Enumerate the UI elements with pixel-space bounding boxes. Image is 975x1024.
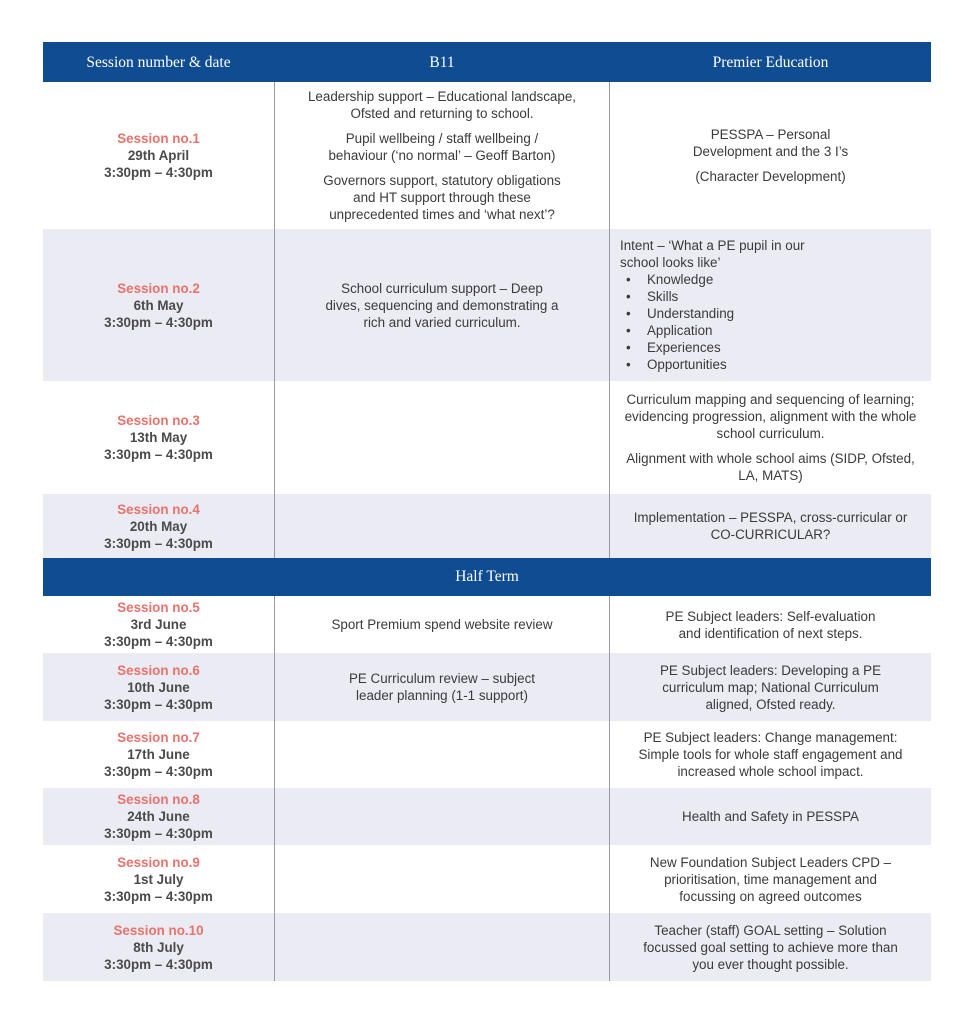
session-label: Session no.8 <box>117 792 200 807</box>
b11-cell <box>274 653 610 721</box>
b11-text: PE Curriculum review – subject leader planning (1-1 support) <box>348 671 536 703</box>
b11-text: Sport Premium spend website review <box>331 617 553 632</box>
table-row <box>43 82 931 229</box>
table-row <box>43 788 931 845</box>
premier-cell <box>610 596 931 653</box>
header-premier-education: Premier Education <box>712 53 829 71</box>
session-label: Session no.5 <box>117 600 200 615</box>
session-time: 3:30pm – 4:30pm <box>104 826 213 841</box>
session-time: 3:30pm – 4:30pm <box>104 956 213 972</box>
premier-text: New Foundation Subject Leaders CPD – prioritisation, time management and focussing on agreed outcomes <box>649 854 892 904</box>
session-label: Session no.6 <box>117 662 200 678</box>
list-item: • Application <box>626 323 713 338</box>
premier-text: Curriculum mapping and sequencing of learning; evidencing progression, alignment with the whole school curriculum. <box>624 392 917 441</box>
premier-cell <box>610 229 931 381</box>
half-term-banner: Half Term <box>43 558 931 596</box>
session-time: 3:30pm – 4:30pm <box>104 314 213 330</box>
session-cell <box>43 82 274 229</box>
premier-text: PE Subject leaders: Change management: Simple tools for whole staff engagement and increased whole school impact. <box>638 730 903 779</box>
session-time: 3:30pm – 4:30pm <box>104 535 213 551</box>
session-time: 3:30pm – 4:30pm <box>104 634 213 649</box>
session-label: Session no.2 <box>117 280 200 296</box>
session-label: Session no.9 <box>117 854 200 870</box>
table-row <box>43 229 931 381</box>
session-date: 10th June <box>127 679 190 695</box>
list-item: • Opportunities <box>626 357 727 372</box>
session-date: 1st July <box>133 871 184 887</box>
session-cell <box>43 229 274 381</box>
table-row <box>43 494 931 558</box>
session-label: Session no.4 <box>117 501 200 517</box>
b11-cell <box>274 381 610 494</box>
table-row <box>43 596 931 653</box>
session-date: 24th June <box>127 809 190 824</box>
session-date: 8th July <box>133 939 184 955</box>
table-row <box>43 721 931 788</box>
premier-cell <box>610 845 931 913</box>
b11-cell <box>274 721 610 788</box>
session-cell <box>43 845 274 913</box>
premier-text: Teacher (staff) GOAL setting – Solution focussed goal setting to achieve more than you ever thought possible. <box>643 922 898 972</box>
b11-cell <box>274 229 610 381</box>
list-item: • Experiences <box>626 340 721 355</box>
session-cell <box>43 381 274 494</box>
session-label: Session no.7 <box>117 730 200 745</box>
list-item: • Skills <box>626 289 679 304</box>
b11-text: Pupil wellbeing / staff wellbeing / behaviour (‘no normal’ – Geoff Barton) <box>328 131 556 163</box>
premier-cell <box>610 721 931 788</box>
session-time: 3:30pm – 4:30pm <box>104 888 213 904</box>
b11-text: Leadership support – Educational landscape, Ofsted and returning to school. <box>307 89 576 121</box>
b11-cell <box>274 494 610 558</box>
b11-cell <box>274 596 610 653</box>
premier-cell <box>610 913 931 981</box>
session-cell <box>43 494 274 558</box>
premier-cell <box>610 82 931 229</box>
header-session-date: Session number & date <box>86 53 231 71</box>
session-time: 3:30pm – 4:30pm <box>104 764 213 779</box>
premier-cell <box>610 381 931 494</box>
session-date: 6th May <box>133 297 184 313</box>
premier-intro: Intent – ‘What a PE pupil in our school looks like’ <box>620 238 805 270</box>
b11-text: Governors support, statutory obligations and HT support through these unprecedented times and ‘what next’? <box>323 173 561 222</box>
table-header <box>43 42 931 82</box>
session-label: Session no.10 <box>113 922 204 938</box>
table-row <box>43 845 931 913</box>
schedule-table <box>43 42 931 981</box>
table-row <box>43 653 931 721</box>
session-date: 29th April <box>127 148 190 163</box>
list-item: • Knowledge <box>626 272 714 287</box>
premier-bullet-list <box>620 271 734 373</box>
session-cell <box>43 653 274 721</box>
b11-text: School curriculum support – Deep dives, sequencing and demonstrating a rich and varied curriculum. <box>325 280 559 330</box>
session-time: 3:30pm – 4:30pm <box>104 165 213 180</box>
session-time: 3:30pm – 4:30pm <box>104 447 213 462</box>
session-date: 17th June <box>127 747 190 762</box>
b11-cell <box>274 913 610 981</box>
header-b11: B11 <box>429 53 455 71</box>
premier-text: Alignment with whole school aims (SIDP, Ofsted, LA, MATS) <box>626 451 915 483</box>
session-cell <box>43 913 274 981</box>
list-item: • Understanding <box>626 306 735 321</box>
b11-cell <box>274 788 610 845</box>
b11-cell <box>274 82 610 229</box>
premier-cell <box>610 494 931 558</box>
premier-cell <box>610 788 931 845</box>
premier-text: (Character Development) <box>695 169 846 184</box>
table-row <box>43 381 931 494</box>
premier-text: Implementation – PESSPA, cross-curricular or CO-CURRICULAR? <box>633 510 908 542</box>
session-date: 20th May <box>129 518 188 534</box>
session-date: 13th May <box>129 430 188 445</box>
premier-text: PESSPA – Personal Development and the 3 I’s <box>692 127 849 159</box>
b11-cell <box>274 845 610 913</box>
session-cell <box>43 596 274 653</box>
premier-text: PE Subject leaders: Developing a PE curriculum map; National Curriculum aligned, Ofsted ready. <box>659 662 882 712</box>
premier-text: Health and Safety in PESSPA <box>682 809 859 824</box>
session-label: Session no.1 <box>117 131 200 146</box>
session-label: Session no.3 <box>117 413 200 428</box>
session-cell <box>43 788 274 845</box>
premier-text: PE Subject leaders: Self-evaluation and identification of next steps. <box>665 608 876 641</box>
session-time: 3:30pm – 4:30pm <box>104 696 213 712</box>
session-cell <box>43 721 274 788</box>
premier-cell <box>610 653 931 721</box>
session-date: 3rd June <box>130 617 187 632</box>
table-row <box>43 913 931 981</box>
